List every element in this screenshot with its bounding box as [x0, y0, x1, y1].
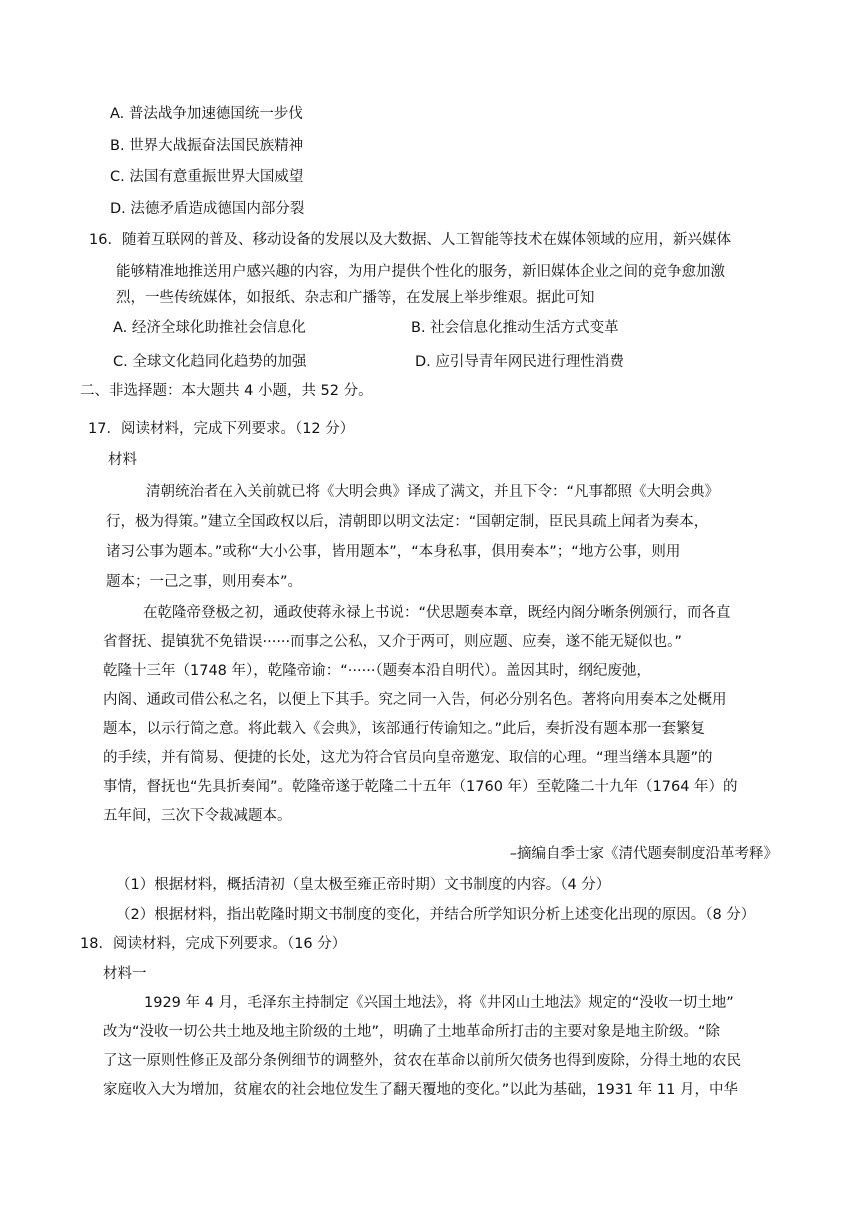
q15-option-d: D. 法德矛盾造成德国内部分裂 — [110, 201, 305, 217]
q15-option-c: C. 法国有意重振世界大国威望 — [110, 169, 304, 185]
q17-requirement-1: （1）根据材料，概括清初（皇太极至雍正帝时期）文书制度的内容。（4 分） — [116, 877, 611, 893]
q16-option-d: D. 应引导青年网民进行理性消费 — [415, 354, 624, 370]
section-heading: 二、非选择题：本大题共 4 小题，共 52 分。 — [80, 383, 373, 399]
q16-option-b: B. 社会信息化推动生活方式变革 — [411, 320, 619, 336]
q16-option-a: A. 经济全球化助推社会信息化 — [113, 320, 306, 336]
q17-source: –摘编自季士家《清代题奏制度沿革考释》 — [509, 846, 778, 862]
q17-material-line: 五年间，三次下令裁减题本。 — [103, 808, 292, 824]
q18-material-line: 了这一原则性修正及部分条例细节的调整外，贫农在革命以前所欠债务也得到废除，分得土地的农民 — [103, 1053, 741, 1069]
q17-material-line: 内阁、通政司借公私之名，以便上下其手。究之同一入告，何必分别名色。著将向用奏本之处概用 — [103, 692, 727, 708]
q17-material-label: 材料 — [108, 452, 137, 468]
q16-stem-line: 烈，一些传统媒体，如报纸、杂志和广播等，在发展上举步维艰。据此可知 — [116, 290, 595, 306]
q17-material-line: 的手续，并有简易、便捷的长处，这尤为符合官员向皇帝邀宠、取信的心理。“理当缮本具题”的 — [103, 750, 713, 766]
q17-material-line: 题本；一己之事，则用奏本”。 — [106, 574, 303, 590]
q17-material-line: 省督抚、提镇犹不免错误······而事之公私，又介于两可，则应题、应奏，遂不能无疑似也。” — [103, 634, 682, 650]
q15-option-a: A. 普法战争加速德国统一步伐 — [110, 106, 303, 122]
q18-material-line: 改为“没收一切公共土地及地主阶级的土地”，明确了土地革命所打击的主要对象是地主阶级。“除 — [103, 1024, 721, 1040]
q17-material-line: 诸习公事为题本。”或称“大小公事，皆用题本”，“本身私事，俱用奏本”；“地方公事，则用 — [106, 544, 681, 560]
q16-stem-line: 能够精准地推送用户感兴趣的内容，为用户提供个性化的服务，新旧媒体企业之间的竞争愈加激 — [116, 264, 725, 280]
q17-requirement-2: （2）根据材料，指出乾隆时期文书制度的变化，并结合所学知识分析上述变化出现的原因。（8 分） — [116, 907, 756, 923]
q17-title: 17．阅读材料，完成下列要求。（12 分） — [88, 421, 355, 437]
q17-material-line: 在乾隆帝登极之初，通政使蒋永禄上书说：“伏思题奏本章，既经内阁分晰条例颁行，而各直 — [143, 605, 731, 621]
q16-option-c: C. 全球文化趋同化趋势的加强 — [113, 354, 307, 370]
q16-stem-line: 16．随着互联网的普及、移动设备的发展以及大数据、人工智能等技术在媒体领域的应用，新兴媒体 — [89, 232, 731, 248]
q17-material-line: 乾隆十三年（1748 年），乾隆帝谕：“······（题奏本沿自明代）。盖因其时，纲纪废弛， — [103, 663, 651, 679]
q18-material-line: 1929 年 4 月，毛泽东主持制定《兴国土地法》，将《井冈山土地法》规定的“没收一切土地” — [144, 995, 734, 1011]
q17-material-line: 题本，以示行简之意。将此载入《会典》，该部通行传谕知之。”此后，奏折没有题本那一套繁复 — [103, 721, 706, 737]
q17-material-line: 清朝统治者在入关前就已将《大明会典》译成了满文，并且下令：“凡事都照《大明会典》 — [146, 484, 720, 500]
q18-title: 18．阅读材料，完成下列要求。（16 分） — [80, 936, 347, 952]
q15-option-b: B. 世界大战振奋法国民族精神 — [110, 138, 304, 154]
q18-material-label: 材料一 — [103, 966, 147, 982]
q18-material-line: 家庭收入大为增加，贫雇农的社会地位发生了翻天覆地的变化。”以此为基础，1931 年 11 月，中华 — [103, 1082, 738, 1098]
q17-material-line: 行，极为得策。”建立全国政权以后，清朝即以明文法定：“国朝定制，臣民具疏上闻者为奏本， — [106, 514, 709, 530]
q17-material-line: 事情，督抚也“先具折奏闻”。乾隆帝遂于乾隆二十五年（1760 年）至乾隆二十九年（1764 年）的 — [103, 779, 738, 795]
